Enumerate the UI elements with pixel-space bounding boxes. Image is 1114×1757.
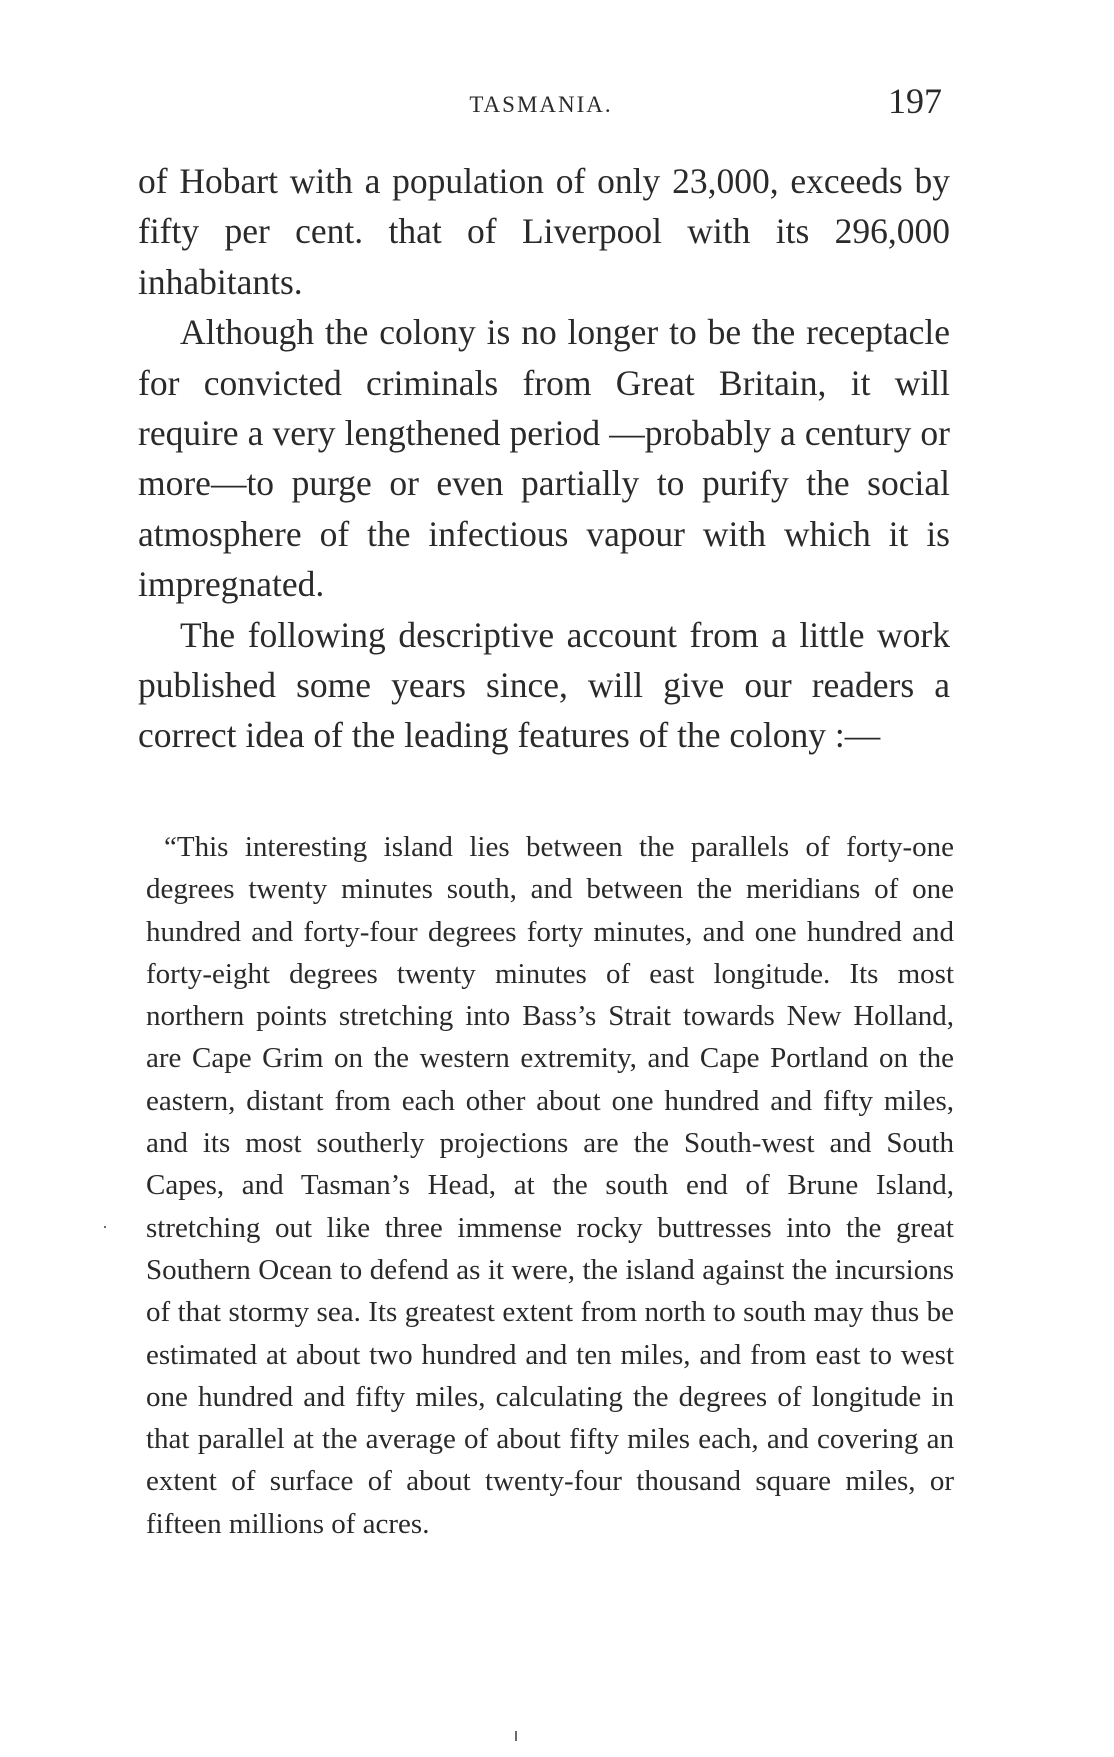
- body-text: [138, 156, 950, 761]
- running-title: TASMANIA.: [469, 92, 613, 117]
- running-head: [140, 80, 942, 130]
- paragraph-introduction: The following descriptive account from a little work published some years since, will give our readers a correct idea of the leading features of the colony :—: [138, 614, 950, 756]
- page-number: 197: [888, 81, 942, 121]
- block-quote: [146, 826, 954, 1545]
- paragraph-continuation: of Hobart with a population of only 23,000, exceeds by fifty per cent. that of Liverpool with its 296,000 inhabitants.: [138, 161, 950, 302]
- paragraph-colony: Although the colony is no longer to be the receptacle for convicted criminals from Great Britain, it will require a very lengthened period —probably a century or more—to purge or even partially to purify the social atmosphere of the infectious vapour with which it is impregnated.: [138, 312, 950, 605]
- print-speck: [104, 1226, 106, 1228]
- quote-paragraph: “This interesting island lies between the parallels of forty-one degrees twenty minutes south, and between the meridians of one hundred and forty-four degrees forty minutes, and one hundred and forty-eight degrees twenty minutes of east longitude. Its most northern points stretching into Bass’s Strait towards New Holland, are Cape Grim on the western extremity, and Cape Portland on the eastern, distant from each other about one hundred and fifty miles, and its most southerly projections are the South-west and South Capes, and Tasman’s Head, at the south end of Brune Island, stretching out like three immense rocky buttresses into the great Southern Ocean to defend as it were, the island against the incursions of that stormy sea. Its greatest extent from north to south may thus be estimated at about two hundred and ten miles, and from east to west one hundred and fifty miles, calculating the degrees of longitude in that parallel at the average of about fifty miles each, and covering an extent of surface of about twenty-four thousand square miles, or fifteen millions of acres.: [146, 831, 954, 1540]
- print-speck: [515, 1731, 517, 1741]
